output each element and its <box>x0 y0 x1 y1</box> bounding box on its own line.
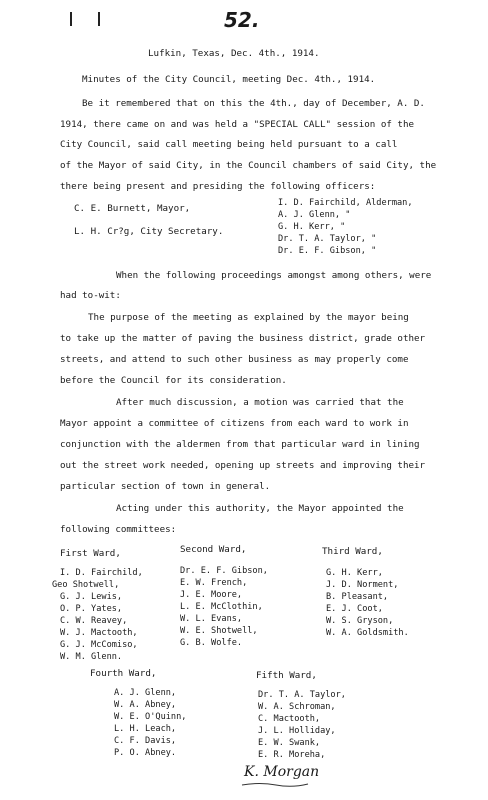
committees-intro-line: Acting under this authority, the Mayor appointed the <box>116 503 404 514</box>
ward-member: W. E. O'Quinn, <box>114 712 187 722</box>
ward-member: Dr. E. F. Gibson, <box>180 566 268 576</box>
ward-member: O. P. Yates, <box>60 604 123 614</box>
ward-member: W. A. Schroman, <box>258 702 336 712</box>
ward-member: L. E. McClothin, <box>180 602 263 612</box>
purpose-line: streets, and attend to such other business as may properly come <box>60 354 409 365</box>
proceedings-line: had to-wit: <box>60 290 121 301</box>
ward-member: W. A. Abney, <box>114 700 177 710</box>
ward-member: G. H. Kerr, <box>326 568 383 578</box>
discussion-line: out the street work needed, opening up streets and improving their <box>60 460 426 471</box>
ward-member: C. Mactooth, <box>258 714 321 724</box>
ward-member: P. O. Abney. <box>114 748 177 758</box>
officer-right: Dr. E. F. Gibson, " <box>278 246 377 256</box>
ward-member: W. A. Goldsmith. <box>326 628 409 638</box>
signature-underline <box>240 782 310 788</box>
discussion-line: conjunction with the aldermen from that particular ward in lining <box>60 439 420 450</box>
ward-member: L. H. Leach, <box>114 724 177 734</box>
ward-member: W. S. Gryson, <box>326 616 394 626</box>
ward-member: I. D. Fairchild, <box>60 568 143 578</box>
intro-line: there being present and presiding the following officers: <box>60 181 376 192</box>
handwritten-signature: K. Morgan <box>244 764 320 780</box>
minutes-heading: Minutes of the City Council, meeting Dec. 4th., 1914. <box>82 74 376 85</box>
ward-title-fifth: Fifth Ward, <box>256 670 317 681</box>
ward-member: J. E. Moore, <box>180 590 243 600</box>
ward-title-fourth: Fourth Ward, <box>90 668 157 679</box>
ward-member: W. J. Mactooth, <box>60 628 138 638</box>
ward-title-second: Second Ward, <box>180 544 247 555</box>
ward-title-third: Third Ward, <box>322 546 383 557</box>
dateline: Lufkin, Texas, Dec. 4th., 1914. <box>148 48 320 59</box>
ward-member: E. R. Moreha, <box>258 750 326 760</box>
ward-member: C. W. Reavey, <box>60 616 128 626</box>
purpose-line: to take up the matter of paving the business district, grade other <box>60 333 426 344</box>
committees-intro-line: following committees: <box>60 524 177 535</box>
ward-member: Geo Shotwell, <box>52 580 120 590</box>
ward-member: G. B. Wolfe. <box>180 638 243 648</box>
ward-title-first: First Ward, <box>60 548 121 559</box>
ward-member: E. W. Swank, <box>258 738 321 748</box>
ward-member: C. F. Davis, <box>114 736 177 746</box>
ward-member: B. Pleasant, <box>326 592 389 602</box>
intro-line: Be it remembered that on this the 4th., day of December, A. D. <box>82 98 425 109</box>
ward-member: E. J. Coot, <box>326 604 383 614</box>
discussion-line: Mayor appoint a committee of citizens from each ward to work in <box>60 418 409 429</box>
intro-line: City Council, said call meeting being held pursuant to a call <box>60 139 398 150</box>
intro-line: 1914, there came on and was held a "SPECIAL CALL" session of the <box>60 119 415 130</box>
corner-mark <box>68 12 102 26</box>
ward-member: J. L. Holliday, <box>258 726 336 736</box>
purpose-line: The purpose of the meeting as explained by the mayor being <box>88 312 409 323</box>
ward-member: W. E. Shotwell, <box>180 626 258 636</box>
officer-left: L. H. Cr?g, City Secretary. <box>74 226 224 237</box>
officer-left: C. E. Burnett, Mayor, <box>74 203 191 214</box>
ward-member: E. W. French, <box>180 578 248 588</box>
ward-member: Dr. T. A. Taylor, <box>258 690 346 700</box>
intro-line: of the Mayor of said City, in the Council chambers of said City, the <box>60 160 437 171</box>
officer-right: I. D. Fairchild, Alderman, <box>278 198 413 208</box>
page-number: 52. <box>224 8 260 32</box>
officer-right: Dr. T. A. Taylor, " <box>278 234 377 244</box>
ward-member: W. M. Glenn. <box>60 652 123 662</box>
ward-member: J. D. Norment, <box>326 580 399 590</box>
ward-member: G. J. McComiso, <box>60 640 138 650</box>
ward-member: G. J. Lewis, <box>60 592 123 602</box>
discussion-line: particular section of town in general. <box>60 481 271 492</box>
officer-right: G. H. Kerr, " <box>278 222 346 232</box>
discussion-line: After much discussion, a motion was carried that the <box>116 397 404 408</box>
ward-member: W. L. Evans, <box>180 614 243 624</box>
ward-member: A. J. Glenn, <box>114 688 177 698</box>
purpose-line: before the Council for its consideration. <box>60 375 287 386</box>
officer-right: A. J. Glenn, " <box>278 210 351 220</box>
proceedings-line: When the following proceedings amongst among others, were <box>116 270 432 281</box>
